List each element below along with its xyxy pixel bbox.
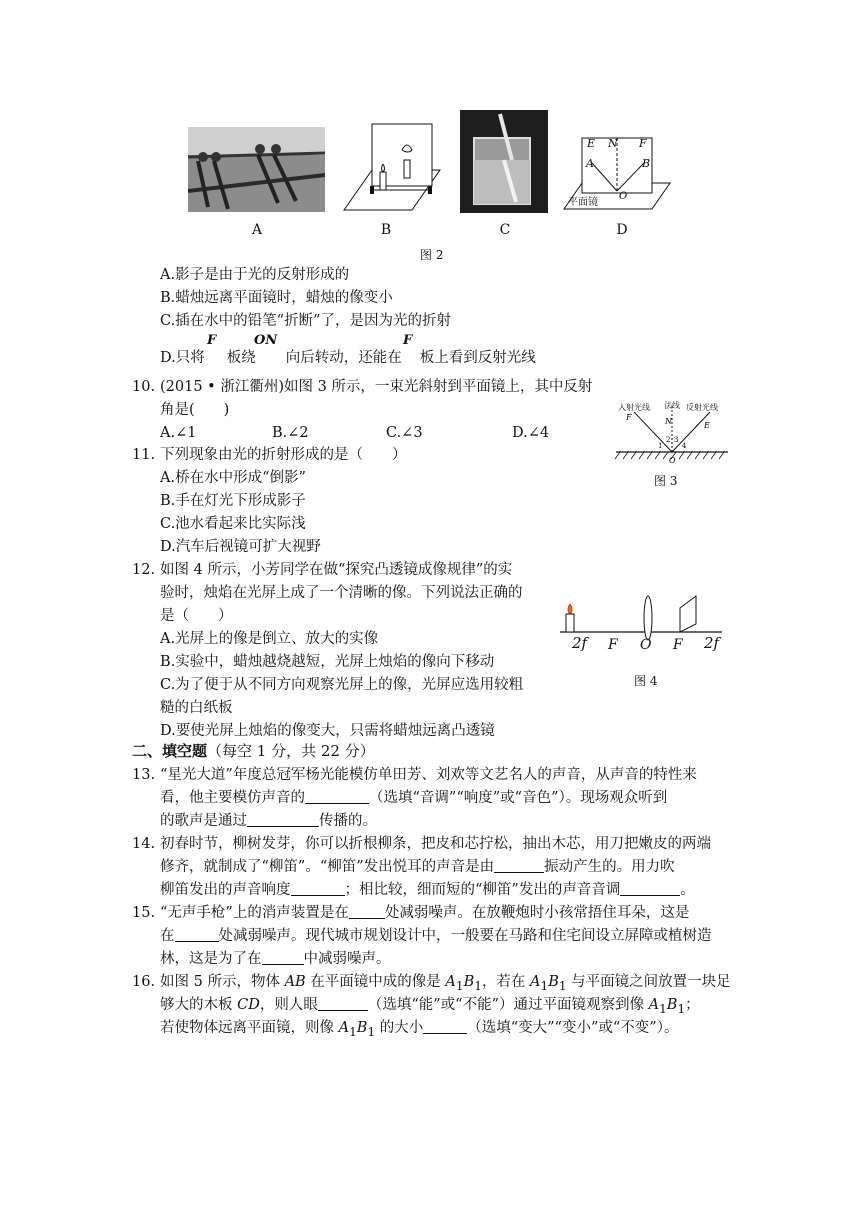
- fig3-letter: N: [665, 417, 672, 426]
- q13-line3: 的歌声是通过 传播的。: [160, 813, 377, 829]
- fig2-d-letter: F: [639, 137, 647, 150]
- q12-stem-line3: 是（ ）: [160, 608, 233, 624]
- q14-blank-3[interactable]: [620, 881, 680, 896]
- fig4-label-f-right: F: [673, 637, 683, 653]
- q13-blank-2[interactable]: [247, 812, 319, 827]
- figure-2-photo-a: [188, 127, 325, 212]
- q11-option-d: D.汽车后视镜可扩大视野: [160, 539, 321, 555]
- q15-blank-1[interactable]: [349, 904, 385, 919]
- q14-line3: 柳笛发出的声音响度 ；相比较，细而短的“柳笛”发出的声音音调 。: [160, 882, 695, 898]
- q16-blank-2[interactable]: [423, 1019, 467, 1034]
- fig3-angle: 3: [674, 436, 679, 444]
- fig4-label-2f-right: 2f: [704, 634, 720, 652]
- q9-f-symbol: F: [207, 333, 217, 348]
- q12-stem-line2: 验时，烛焰在光屏上成了一个清晰的像。下列说法正确的: [160, 585, 523, 601]
- fig2-d-letter: O: [619, 191, 628, 202]
- fig2-d-letter: E: [587, 137, 596, 150]
- q15-line1: “无声手枪”上的消声装置是在 处减弱噪声。在放鞭炮时小孩常捂住耳朵，这是: [160, 905, 690, 921]
- q16-line1: 如图 5 所示，物体 AB 在平面镜中成的像是 $A_1B_1$，若在 $A_1B_1$ 与平面镜之间放置一块足: [160, 974, 731, 993]
- fig3-incident-label: 入射光线: [618, 403, 650, 412]
- fig4-label-2f-left: 2f: [572, 634, 588, 652]
- fig3-angle: 2: [666, 436, 671, 444]
- figure-2-diagram-b: [342, 120, 442, 215]
- q13-line1: “星光大道”年度总冠军杨光能模仿单田芳、刘欢等文艺名人的声音，从声音的特性来: [160, 767, 697, 783]
- q14-line1: 初春时节，柳树发芽，你可以折根柳条，把皮和芯拧松，抽出木芯，用刀把嫩皮的两端: [160, 836, 711, 852]
- q16-blank-1[interactable]: [318, 996, 368, 1011]
- fig2-label-d: D: [616, 222, 628, 238]
- q15-number: 15.: [132, 905, 156, 921]
- q12-option-c-line1: C.为了便于从不同方向观察光屏上的像，光屏应选用较粗: [160, 677, 524, 693]
- figure-2-diagram-d: [562, 133, 672, 213]
- q13-line2: 看，他主要模仿声音的 （选填“音调”“响度”或“音色”）。现场观众听到: [160, 790, 668, 806]
- q12-option-d: D.要使光屏上烛焰的像变大，只需将蜡烛远离凸透镜: [160, 723, 495, 739]
- q9-option-d: D.只将 板绕 向后转动，还能在 板上看到反射光线: [160, 350, 536, 366]
- section-2-heading: 二、填空题（每空 1 分，共 22 分）: [132, 742, 375, 760]
- q15-blank-3[interactable]: [262, 950, 304, 965]
- q10-option-d: D.∠4: [512, 425, 550, 441]
- q11-option-b: B.手在灯光下形成影子: [160, 493, 306, 509]
- fig4-caption: 图 4: [634, 674, 658, 688]
- fig2-label-c: C: [499, 222, 511, 238]
- fig3-normal-label: 法线: [664, 401, 680, 410]
- fig3-angle: 1: [658, 442, 663, 450]
- fig3-letter: O: [669, 456, 676, 465]
- q13-number: 13.: [132, 767, 156, 783]
- fig2-d-mirror: 平面镜: [568, 197, 598, 208]
- q16-line2: 够大的木板 CD，则人眼 （选填“能”或“不能”）通过平面镜观察到像 $A_1B_1$；: [160, 997, 700, 1016]
- q12-option-c-line2: 糙的白纸板: [160, 700, 233, 716]
- q9-option-c: C.插在水中的铅笔“折断”了，是因为光的折射: [160, 313, 452, 329]
- q10-option-c: C.∠3: [386, 425, 423, 441]
- q13-blank-1[interactable]: [305, 789, 369, 804]
- q11-number: 11.: [132, 447, 156, 463]
- q15-blank-2[interactable]: [175, 927, 219, 942]
- q14-number: 14.: [132, 836, 156, 852]
- fig2-d-letter: N: [608, 137, 618, 150]
- q15-line3: 林，这是为了在 中减弱噪声。: [160, 951, 391, 967]
- q14-blank-2[interactable]: [291, 881, 345, 896]
- fig3-angle: 4: [682, 442, 687, 450]
- q11-stem: 下列现象由光的折射形成的是（ ）: [160, 447, 407, 463]
- q16-line3: 若使物体远离平面镜，则像 $A_1B_1$ 的大小 （选填“变大”“变小”或“不变”）。: [160, 1020, 679, 1039]
- fig2-caption: 图 2: [420, 248, 444, 262]
- fig2-label-b: B: [380, 222, 392, 238]
- q12-stem-line1: 如图 4 所示，小芳同学在做“探究凸透镜成像规律”的实: [160, 562, 513, 578]
- q14-line2: 修齐，就制成了“柳笛”。“柳笛”发出悦耳的声音是由 振动产生的。用力吹: [160, 859, 675, 875]
- q10-number: 10.: [132, 379, 156, 395]
- q12-option-a: A.光屏上的像是倒立、放大的实像: [160, 631, 379, 647]
- q15-line2: 在 处减弱噪声。现代城市规划设计中，一般要在马路和住宅间设立屏障或植树造: [160, 928, 712, 944]
- q14-blank-1[interactable]: [494, 858, 544, 873]
- q10-option-a: A.∠1: [160, 425, 197, 441]
- q10-stem-line2: 角是( ): [160, 402, 230, 418]
- q9-on-symbol: ON: [254, 333, 278, 348]
- fig2-label-a: A: [251, 222, 263, 238]
- fig2-d-letter: B: [642, 157, 651, 170]
- fig3-caption: 图 3: [654, 474, 678, 488]
- fig4-label-o: O: [640, 637, 652, 653]
- q10-stem-line1: (2015 • 浙江衢州)如图 3 所示，一束光斜射到平面镜上，其中反射: [160, 379, 593, 395]
- q16-number: 16.: [132, 974, 156, 990]
- q11-option-c: C.池水看起来比实际浅: [160, 516, 306, 532]
- q9-option-b: B.蜡烛远离平面镜时，蜡烛的像变小: [160, 290, 393, 306]
- fig4-label-f-left: F: [608, 637, 618, 653]
- q10-option-b: B.∠2: [272, 425, 309, 441]
- q12-number: 12.: [132, 562, 156, 578]
- fig2-d-letter: A: [586, 157, 594, 170]
- q11-option-a: A.桥在水中形成“倒影”: [160, 470, 306, 486]
- fig3-letter: F: [626, 413, 632, 422]
- fig3-letter: E: [704, 421, 710, 430]
- fig3-reflected-label: 反射光线: [686, 403, 718, 412]
- figure-2-photo-c: [460, 110, 548, 213]
- q9-f-symbol-2: F: [403, 333, 413, 348]
- q9-option-a: A.影子是由于光的反射形成的: [160, 267, 350, 283]
- q12-option-b: B.实验中，蜡烛越烧越短，光屏上烛焰的像向下移动: [160, 654, 495, 670]
